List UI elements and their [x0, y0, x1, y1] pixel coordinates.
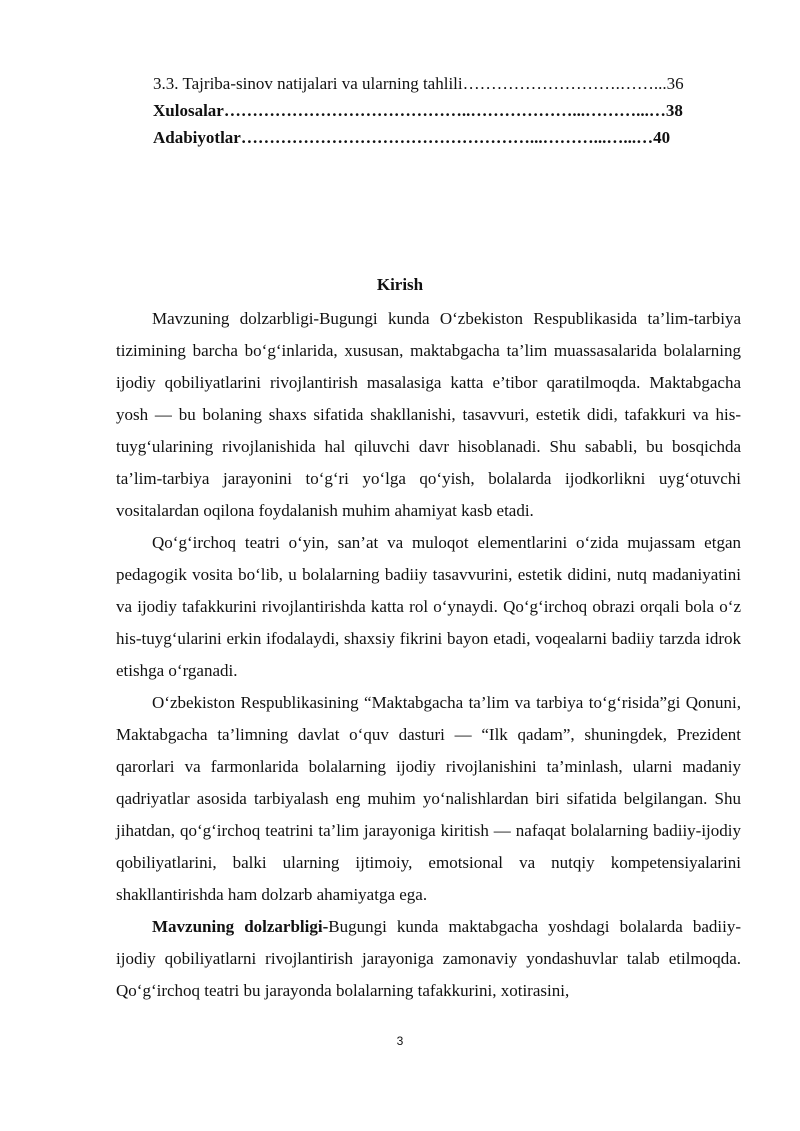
paragraph-2	[116, 527, 741, 687]
paragraph-4-lead: Mavzuning dolzarbligi-	[152, 917, 329, 936]
paragraph-1	[116, 303, 741, 527]
toc-entry-adabiyotlar: Adabiyotlar……………………………………………...………...…...…40	[153, 128, 671, 147]
body-text	[116, 303, 741, 1007]
toc-entry-xulosalar: Xulosalar……………………………………..………………...………...…38	[153, 101, 683, 120]
paragraph-4-text: Bugungi kunda maktabgacha yoshdagi bolalarda badiiy-ijodiy qobiliyatlarni rivojlantirish jarayoniga zamonaviy yondashuvlar talab etilmoqda. Qo‘g‘irchoq teatri bu jarayonda bolalarning tafakkurini, xotirasini,	[116, 917, 741, 1000]
paragraph-2-text: Qo‘g‘irchoq teatri o‘yin, san’at va muloqot elementlarini o‘zida mujassam etgan pedagogik vosita bo‘lib, u bolalarning badiiy tasavvurini, estetik didini, nutq madaniyatini va ijodiy tafakkurini rivojlantirishda katta rol o‘ynaydi. Qo‘g‘irchoq obrazi orqali bola o‘z his-tuyg‘ularini erkin ifodalaydi, shaxsiy fikrini bayon etadi, voqealarni badiiy tarzda idrok etishga o‘rganadi.	[116, 533, 741, 680]
toc-entry-3-3: 3.3. Tajriba-sinov natijalari va ularning tahlili……………………….……...36	[153, 74, 684, 93]
table-of-contents	[153, 70, 741, 151]
paragraph-3-text: O‘zbekiston Respublikasining “Maktabgacha ta’lim va tarbiya to‘g‘risida”gi Qonuni, Maktabgacha ta’limning davlat o‘quv dasturi — “Ilk qadam”, shuningdek, Prezident qarorlari va farmonlarida bolalarning ijodiy rivojlanishini ta’minlash, ularni madaniy qadriyatlar asosida tarbiyalash eng muhim yo‘nalishlardan biri sifatida belgilangan. Shu jihatdan, qo‘g‘irchoq teatrini ta’lim jarayoniga kiritish — nafaqat bolalarning badiiy-ijodiy qobiliyatlarini, balki ularning ijtimoiy, emotsional va nutqiy kompetensiyalarini shakllantirishda ham dolzarb ahamiyatga ega.	[116, 693, 741, 904]
paragraph-3	[116, 687, 741, 911]
paragraph-1-text: Mavzuning dolzarbligi-Bugungi kunda O‘zbekiston Respublikasida ta’lim-tarbiya tizimining barcha bo‘g‘inlarida, xususan, maktabgacha ta’lim muassasalarida bolalarning ijodiy qobiliyatlarini rivojlantirish masalasiga katta e’tibor qaratilmoqda. Maktabgacha yosh — bu bolaning shaxs sifatida shakllanishi, tasavvuri, estetik didi, tafakkuri va his-tuyg‘ularining rivojlanishida hal qiluvchi davr hisoblanadi. Shu sababli, bu bosqichda ta’lim-tarbiya jarayonini to‘g‘ri yo‘lga qo‘yish, bolalarda ijodkorlikni uyg‘otuvchi vositalardan oqilona foydalanish muhim ahamiyat kasb etadi.	[116, 309, 741, 520]
section-heading: Kirish	[376, 275, 424, 294]
paragraph-4	[116, 911, 741, 1007]
page-number: 3	[396, 1034, 404, 1048]
